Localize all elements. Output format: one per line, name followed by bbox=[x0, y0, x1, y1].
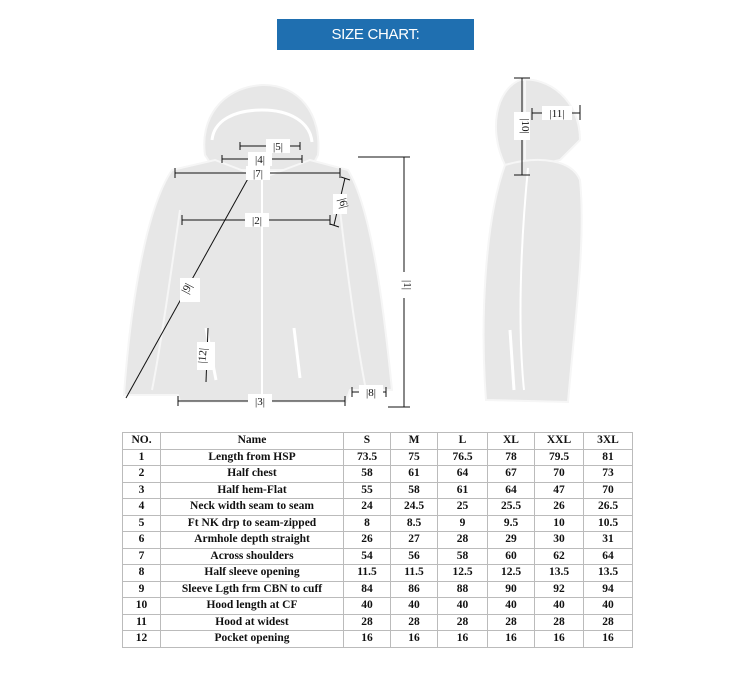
table-row bbox=[123, 532, 633, 549]
table-cell: 28 bbox=[438, 532, 488, 549]
table-cell: 4 bbox=[123, 499, 161, 516]
table-cell: 73.5 bbox=[344, 449, 391, 466]
table-cell: 2 bbox=[123, 466, 161, 483]
table-row bbox=[123, 449, 633, 466]
header-s: S bbox=[344, 433, 391, 450]
table-cell: Across shoulders bbox=[161, 548, 344, 565]
table-cell: 16 bbox=[488, 631, 535, 648]
table-cell: 9 bbox=[123, 581, 161, 598]
table-cell: 61 bbox=[391, 466, 438, 483]
table-cell: 31 bbox=[584, 532, 633, 549]
header-3xl: 3XL bbox=[584, 433, 633, 450]
label-12: |12| bbox=[196, 347, 210, 364]
header-no: NO. bbox=[123, 433, 161, 450]
table-cell: 6 bbox=[123, 532, 161, 549]
header-xl: XL bbox=[488, 433, 535, 450]
table-cell: Half chest bbox=[161, 466, 344, 483]
table-cell: 16 bbox=[438, 631, 488, 648]
table-cell: Half hem-Flat bbox=[161, 482, 344, 499]
label-10: |10| bbox=[519, 118, 531, 134]
table-cell: 86 bbox=[391, 581, 438, 598]
label-9: |9| bbox=[179, 281, 195, 296]
table-cell: 73 bbox=[584, 466, 633, 483]
table-cell: 28 bbox=[488, 614, 535, 631]
table-cell: 13.5 bbox=[584, 565, 633, 582]
table-cell: Hood at widest bbox=[161, 614, 344, 631]
table-cell: 24.5 bbox=[391, 499, 438, 516]
table-row bbox=[123, 466, 633, 483]
table-cell: Length from HSP bbox=[161, 449, 344, 466]
header-xxl: XXL bbox=[535, 433, 584, 450]
table-cell: 28 bbox=[584, 614, 633, 631]
table-cell: Ft NK drp to seam-zipped bbox=[161, 515, 344, 532]
table-cell: Pocket opening bbox=[161, 631, 344, 648]
table-cell: 28 bbox=[535, 614, 584, 631]
table-cell: 67 bbox=[488, 466, 535, 483]
hoodie-side-silhouette-icon bbox=[484, 80, 582, 402]
table-cell: 58 bbox=[438, 548, 488, 565]
table-cell: 84 bbox=[344, 581, 391, 598]
table-cell: 92 bbox=[535, 581, 584, 598]
table-cell: 58 bbox=[391, 482, 438, 499]
table-cell: 40 bbox=[438, 598, 488, 615]
table-row bbox=[123, 581, 633, 598]
table-cell: 9 bbox=[438, 515, 488, 532]
label-8: |8| bbox=[366, 387, 376, 399]
table-cell: 94 bbox=[584, 581, 633, 598]
table-row bbox=[123, 482, 633, 499]
table-cell: 64 bbox=[488, 482, 535, 499]
table-cell: 47 bbox=[535, 482, 584, 499]
table-cell: 26 bbox=[535, 499, 584, 516]
header-l: L bbox=[438, 433, 488, 450]
table-cell: 16 bbox=[344, 631, 391, 648]
table-cell: 61 bbox=[438, 482, 488, 499]
banner-title: SIZE CHART: bbox=[331, 26, 420, 43]
table-cell: Armhole depth straight bbox=[161, 532, 344, 549]
table-cell: 16 bbox=[584, 631, 633, 648]
size-chart-banner bbox=[277, 19, 474, 50]
table-cell: 40 bbox=[488, 598, 535, 615]
table-cell: 13.5 bbox=[535, 565, 584, 582]
table-row bbox=[123, 598, 633, 615]
size-table bbox=[122, 432, 633, 648]
label-11: |11| bbox=[549, 108, 565, 120]
table-cell: 54 bbox=[344, 548, 391, 565]
table-cell: 29 bbox=[488, 532, 535, 549]
table-cell: 64 bbox=[584, 548, 633, 565]
table-row bbox=[123, 631, 633, 648]
table-row bbox=[123, 499, 633, 516]
hoodie-front-silhouette-icon bbox=[124, 85, 392, 402]
label-4: |4| bbox=[255, 154, 265, 166]
table-cell: 10 bbox=[535, 515, 584, 532]
table-cell: 79.5 bbox=[535, 449, 584, 466]
header-name: Name bbox=[161, 433, 344, 450]
table-row bbox=[123, 515, 633, 532]
table-cell: 40 bbox=[391, 598, 438, 615]
table-cell: 40 bbox=[584, 598, 633, 615]
table-cell: 7 bbox=[123, 548, 161, 565]
table-cell: 30 bbox=[535, 532, 584, 549]
label-1: |1| bbox=[401, 280, 413, 290]
table-cell: 81 bbox=[584, 449, 633, 466]
table-cell: Neck width seam to seam bbox=[161, 499, 344, 516]
table-cell: 11.5 bbox=[391, 565, 438, 582]
table-cell: 8.5 bbox=[391, 515, 438, 532]
table-cell: 62 bbox=[535, 548, 584, 565]
table-cell: 28 bbox=[438, 614, 488, 631]
table-cell: Half sleeve opening bbox=[161, 565, 344, 582]
table-cell: 25.5 bbox=[488, 499, 535, 516]
table-cell: 12.5 bbox=[438, 565, 488, 582]
table-cell: 8 bbox=[344, 515, 391, 532]
table-cell: 5 bbox=[123, 515, 161, 532]
table-cell: 64 bbox=[438, 466, 488, 483]
table-header-row bbox=[123, 433, 633, 450]
table-cell: 11.5 bbox=[344, 565, 391, 582]
table-cell: Sleeve Lgth frm CBN to cuff bbox=[161, 581, 344, 598]
table-cell: 28 bbox=[391, 614, 438, 631]
table-cell: 12.5 bbox=[488, 565, 535, 582]
table-cell: 3 bbox=[123, 482, 161, 499]
table-cell: 25 bbox=[438, 499, 488, 516]
label-7: |7| bbox=[253, 168, 263, 180]
table-cell: 40 bbox=[535, 598, 584, 615]
table-cell: 58 bbox=[344, 466, 391, 483]
table-cell: 9.5 bbox=[488, 515, 535, 532]
table-cell: 55 bbox=[344, 482, 391, 499]
table-cell: 16 bbox=[391, 631, 438, 648]
table-cell: 1 bbox=[123, 449, 161, 466]
hoodie-diagram bbox=[0, 60, 750, 420]
table-cell: 16 bbox=[535, 631, 584, 648]
table-cell: 70 bbox=[535, 466, 584, 483]
table-cell: 26.5 bbox=[584, 499, 633, 516]
table-cell: 12 bbox=[123, 631, 161, 648]
table-cell: 8 bbox=[123, 565, 161, 582]
table-row bbox=[123, 614, 633, 631]
header-m: M bbox=[391, 433, 438, 450]
table-cell: 75 bbox=[391, 449, 438, 466]
table-cell: 26 bbox=[344, 532, 391, 549]
table-cell: 88 bbox=[438, 581, 488, 598]
table-cell: 11 bbox=[123, 614, 161, 631]
table-cell: Hood length at CF bbox=[161, 598, 344, 615]
table-cell: 24 bbox=[344, 499, 391, 516]
table-cell: 60 bbox=[488, 548, 535, 565]
table-cell: 90 bbox=[488, 581, 535, 598]
table-cell: 27 bbox=[391, 532, 438, 549]
table-row bbox=[123, 565, 633, 582]
table-cell: 76.5 bbox=[438, 449, 488, 466]
table-cell: 28 bbox=[344, 614, 391, 631]
label-3: |3| bbox=[255, 396, 265, 408]
table-cell: 10 bbox=[123, 598, 161, 615]
label-6: |6| bbox=[335, 196, 350, 210]
label-5: |5| bbox=[273, 141, 283, 153]
table-cell: 10.5 bbox=[584, 515, 633, 532]
table-cell: 56 bbox=[391, 548, 438, 565]
table-cell: 40 bbox=[344, 598, 391, 615]
table-cell: 78 bbox=[488, 449, 535, 466]
table-row bbox=[123, 548, 633, 565]
table-cell: 70 bbox=[584, 482, 633, 499]
label-2: |2| bbox=[252, 215, 262, 227]
table-body bbox=[123, 449, 633, 647]
